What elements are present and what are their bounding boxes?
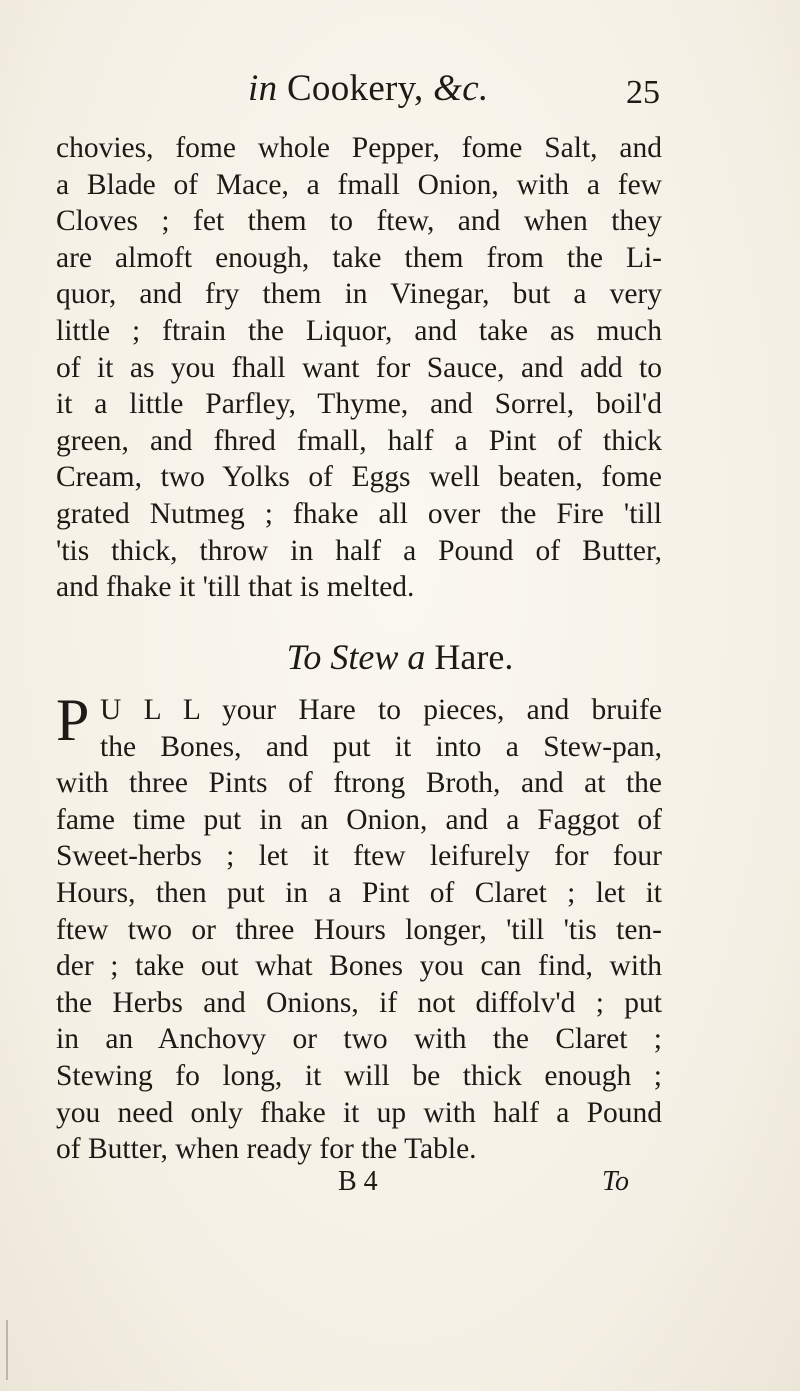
- text-line: chovies, fome whole Pepper, fome Salt, and: [56, 132, 662, 164]
- heading-italic: To Stew a: [286, 637, 426, 677]
- page-number: 25: [626, 74, 660, 111]
- text-line: Cream, two Yolks of Eggs well beaten, fome: [56, 461, 662, 494]
- text-line: Cloves ; fet them to ftew, and when they: [56, 205, 662, 238]
- running-head-in: in: [248, 68, 278, 109]
- text-line: the Bones, and put it into a Stew-pan,: [100, 730, 662, 763]
- text-line: quor, and fry them in Vinegar, but a very: [56, 278, 662, 311]
- recipe-heading: [0, 634, 800, 680]
- text-line: Sweet-herbs ; let it ftew leifurely for four: [56, 840, 662, 873]
- heading-roman: Hare.: [425, 637, 514, 677]
- text-line: in an Anchovy or two with the Claret ;: [56, 1023, 662, 1056]
- gutter-mark: [6, 1320, 8, 1380]
- text-line: little ; ftrain the Liquor, and take as much: [56, 314, 662, 347]
- text-line: a Blade of Mace, a fmall Onion, with a few: [56, 168, 662, 201]
- text-line: ftew two or three Hours longer, 'till 'tis ten-: [56, 913, 662, 946]
- running-head-cookery: Cookery,: [277, 68, 434, 109]
- drop-cap: P: [56, 687, 90, 753]
- paragraph-2: [56, 687, 662, 1168]
- text-line: of it as you fhall want for Sauce, and add to: [56, 351, 662, 384]
- text-line: Hours, then put in a Pint of Claret ; let it: [56, 876, 662, 909]
- text-line: are almoft enough, take them from the Li-: [56, 241, 662, 274]
- text-line: it a little Parfley, Thyme, and Sorrel, boil'd: [56, 388, 662, 421]
- text-line: fame time put in an Onion, and a Faggot of: [56, 803, 662, 836]
- text-line: you need only fhake it up with half a Pound: [56, 1096, 662, 1129]
- running-head-etc: &c.: [433, 68, 489, 109]
- signature-mark: B 4: [338, 1166, 378, 1197]
- text-line: the Herbs and Onions, if not diffolv'd ; put: [56, 986, 662, 1019]
- text-line: green, and fhred fmall, half a Pint of thick: [56, 424, 662, 457]
- text-line: Stewing fo long, it will be thick enough ;: [56, 1059, 662, 1092]
- text-line: 'tis thick, throw in half a Pound of Butter,: [56, 534, 662, 567]
- text-line: der ; take out what Bones you can find, with: [56, 950, 662, 983]
- text-line: and fhake it 'till that is melted.: [56, 571, 415, 604]
- text-line: of Butter, when ready for the Table.: [56, 1133, 477, 1166]
- text-line: U L L your Hare to pieces, and bruife: [100, 694, 662, 726]
- running-head: [0, 64, 800, 114]
- page-footer: [0, 1166, 800, 1206]
- text-line: with three Pints of ftrong Broth, and at the: [56, 767, 662, 800]
- paragraph-1: [56, 130, 662, 606]
- text-line: grated Nutmeg ; fhake all over the Fire 'till: [56, 497, 662, 530]
- catchword: To: [602, 1166, 630, 1197]
- running-head-title: [248, 64, 489, 114]
